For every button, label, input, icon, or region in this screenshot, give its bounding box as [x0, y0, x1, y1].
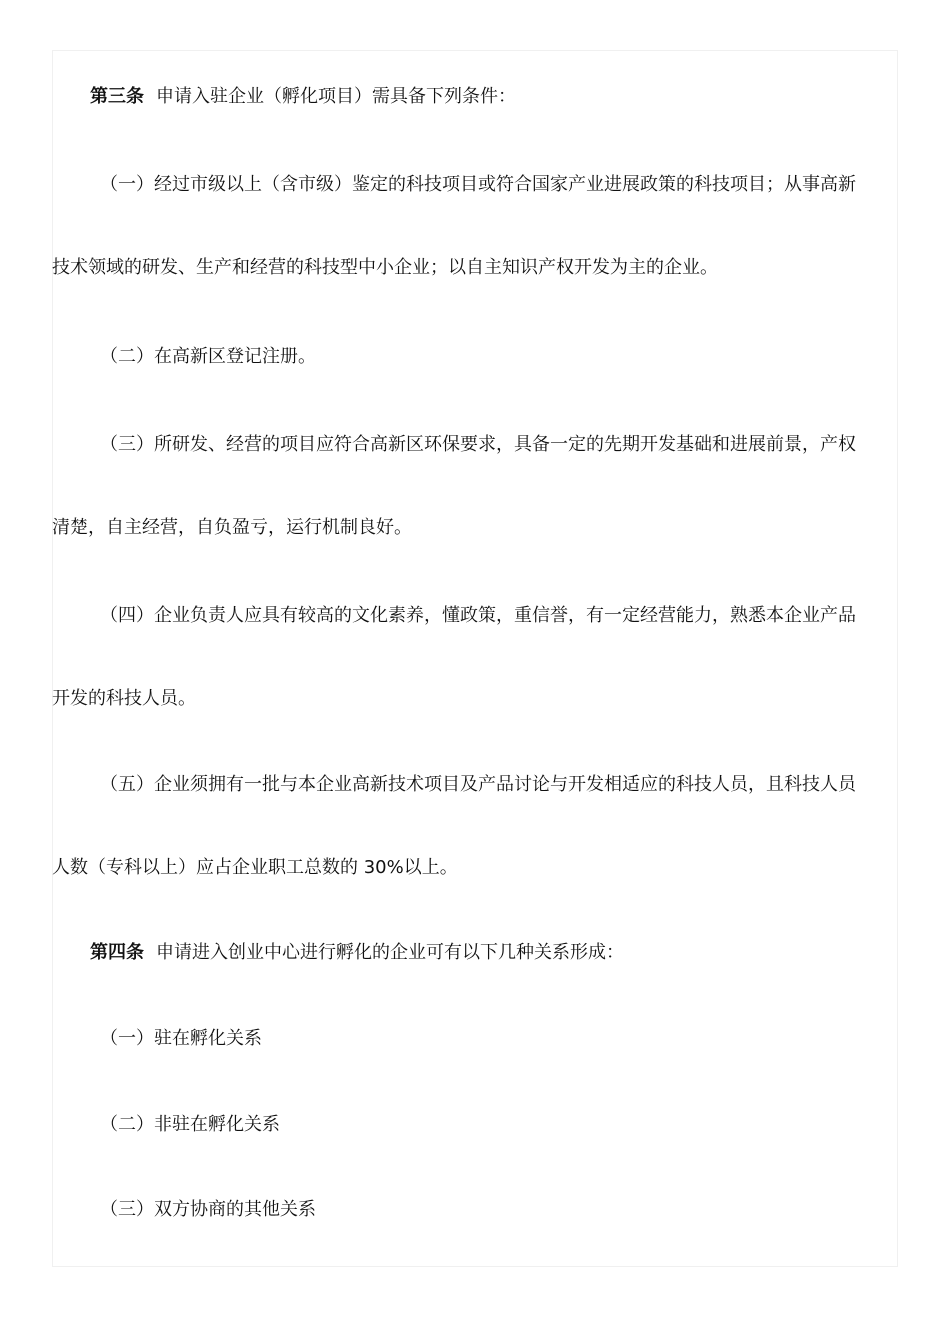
item-4-3-line-1: （三）双方协商的其他关系 — [100, 1199, 316, 1220]
item-3-5-line-1: （五）企业须拥有一批与本企业高新技术项目及产品讨论与开发相适应的科技人员，且科技人员 — [100, 774, 856, 795]
item-4-2-line-1: （二）非驻在孵化关系 — [100, 1114, 280, 1135]
item-3-3-line-1: （三）所研发、经营的项目应符合高新区环保要求，具备一定的先期开发基础和进展前景，产权 — [100, 434, 856, 455]
article-4-paragraph — [90, 940, 898, 966]
item-3-1-line-2: 技术领域的研发、生产和经营的科技型中小企业；以自主知识产权开发为主的企业。 — [52, 257, 718, 278]
item-3-2-line-1: （二）在高新区登记注册。 — [100, 346, 316, 367]
item-3-1-line-1: （一）经过市级以上（含市级）鉴定的科技项目或符合国家产业进展政策的科技项目；从事高新 — [100, 174, 856, 195]
article-4-heading: 第四条 — [90, 942, 144, 963]
item-3-3-line-2: 清楚，自主经营，自负盈亏，运行机制良好。 — [52, 517, 412, 538]
item-3-4-line-1: （四）企业负责人应具有较高的文化素养，懂政策，重信誉，有一定经营能力，熟悉本企业产品 — [100, 605, 856, 626]
document-page — [52, 50, 898, 1267]
article-3-text: 申请入驻企业（孵化项目）需具备下列条件： — [156, 86, 516, 107]
article-3-paragraph — [90, 84, 898, 110]
article-3-heading: 第三条 — [90, 86, 144, 107]
item-4-1-line-1: （一）驻在孵化关系 — [100, 1028, 262, 1049]
item-3-5-line-2: 人数（专科以上）应占企业职工总数的 30%以上。 — [52, 857, 458, 878]
article-4-text: 申请进入创业中心进行孵化的企业可有以下几种关系形成： — [156, 942, 624, 963]
item-3-4-line-2: 开发的科技人员。 — [52, 688, 196, 709]
